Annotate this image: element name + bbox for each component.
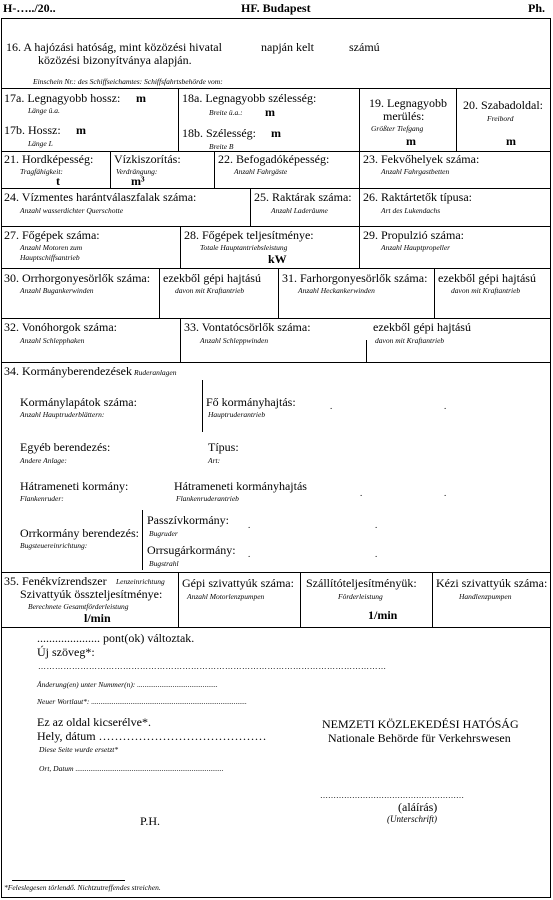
bow-thruster-sub: Bugstrahl bbox=[149, 559, 179, 568]
col-divider bbox=[300, 572, 301, 627]
value-marker: . bbox=[360, 488, 363, 498]
page-replaced-label: Ez az oldal kicserélve*. bbox=[37, 715, 151, 729]
field-28-unit: kW bbox=[268, 252, 287, 266]
stamp-placeholder: P.H. bbox=[140, 814, 161, 828]
field-19-sub: Größter Tiefgang bbox=[371, 124, 424, 133]
field-29-label: 29. Propulzió száma: bbox=[363, 228, 464, 242]
field-18a-label: 18a. Legnagyobb szélesség: bbox=[182, 91, 317, 105]
col-divider bbox=[159, 268, 160, 318]
field-30-powered-label: ezekből gépi hajtású bbox=[163, 271, 261, 285]
row-divider bbox=[1, 362, 551, 363]
field-27-sub-1: Anzahl Motoren zum bbox=[20, 243, 83, 252]
field-21-label: 21. Hordképesség: bbox=[4, 152, 94, 166]
flanking-rudder-label: Hátrameneti kormány: bbox=[20, 479, 129, 493]
value-marker: . bbox=[330, 401, 333, 411]
field-20-unit: m bbox=[506, 134, 516, 148]
field-34-label: 34. Kormányberendezések bbox=[4, 364, 132, 378]
field-18a-sub: Breite ü.a.: bbox=[209, 108, 243, 117]
field-33-powered-label: ezekből gépi hajtású bbox=[373, 320, 471, 334]
field-21-unit: t bbox=[56, 174, 60, 188]
type-label: Típus: bbox=[208, 440, 239, 454]
row-divider bbox=[1, 88, 551, 89]
col-divider bbox=[180, 318, 181, 362]
field-19-unit: m bbox=[406, 134, 416, 148]
place-date-sub: Ort, Datum ............................................................................... bbox=[39, 764, 224, 773]
other-equipment-sub: Andere Anlage: bbox=[20, 456, 67, 465]
col-divider bbox=[180, 226, 181, 268]
new-text-label: Új szöveg*: bbox=[37, 645, 95, 659]
field-16-number: számú bbox=[349, 40, 380, 54]
col-divider bbox=[359, 226, 360, 268]
field-16-label: 16. A hajózási hatóság, mint közözési hivatal bbox=[6, 40, 222, 54]
field-17b-label: 17b. Hossz: bbox=[4, 123, 61, 137]
field-26-label: 26. Raktártetők típusa: bbox=[363, 190, 472, 204]
col-divider bbox=[110, 151, 111, 188]
signature-label: (aláírás) bbox=[398, 800, 438, 814]
main-steering-sub: Hauptruderantrieb bbox=[208, 410, 266, 419]
field-23-sub: Anzahl Fahrgastbetten bbox=[381, 167, 450, 176]
field-displacement-sub: Verdrängung: bbox=[116, 167, 158, 176]
field-30-sub: Anzahl Bugankerwinden bbox=[20, 286, 94, 295]
row-divider bbox=[1, 572, 551, 573]
type-sub: Art: bbox=[208, 456, 221, 465]
signature-line: ……………………………………………… bbox=[320, 791, 464, 800]
col-divider bbox=[359, 188, 360, 226]
field-33-powered-sub: davon mit Kraftantrieb bbox=[375, 336, 445, 345]
row-divider bbox=[1, 226, 551, 227]
rudder-blades-label: Kormánylapátok száma: bbox=[20, 395, 137, 409]
field-33-label: 33. Vontatócsörlők száma: bbox=[184, 320, 311, 334]
motor-pumps-label: Gépi szivattyúk száma: bbox=[182, 576, 294, 590]
delivery-capacity-sub: Förderleistung bbox=[338, 592, 383, 601]
value-marker: . bbox=[248, 549, 251, 559]
col-divider bbox=[366, 340, 367, 362]
field-30-powered-sub: davon mit Kraftantrieb bbox=[175, 286, 245, 295]
field-18b-label: 18b. Szélesség: bbox=[182, 126, 256, 140]
field-displacement-unit: m³ bbox=[131, 174, 145, 188]
field-16-sub: Einschein Nr.: des Schiffseichamtes: Schiffsfahrtsbehörde vom: bbox=[33, 77, 223, 86]
field-19-label-1: 19. Legnagyobb bbox=[369, 96, 447, 110]
field-19-label-2: merülés: bbox=[383, 109, 425, 123]
field-35-label: 35. Fenékvízrendszer bbox=[4, 574, 107, 588]
row-divider bbox=[1, 188, 551, 189]
field-31-sub: Anzahl Heckankerwinden bbox=[298, 286, 375, 295]
col-divider bbox=[250, 188, 251, 226]
delivery-capacity-unit: 1/min bbox=[368, 608, 398, 622]
field-22-label: 22. Befogadóképesség: bbox=[218, 152, 330, 166]
row-divider bbox=[1, 268, 551, 269]
col-divider bbox=[456, 88, 457, 151]
footnote-rule bbox=[12, 880, 125, 881]
field-17a-label: 17a. Legnagyobb hossz: bbox=[4, 91, 121, 105]
field-20-label: 20. Szabadoldal: bbox=[463, 98, 543, 112]
signature-sub: (Unterschrift) bbox=[387, 814, 437, 824]
field-17a-unit: m bbox=[136, 91, 146, 105]
col-divider bbox=[359, 88, 360, 151]
field-16-date: napján kelt bbox=[261, 40, 314, 54]
field-34-sub: Ruderanlagen bbox=[134, 368, 177, 377]
office-name: HF. Budapest bbox=[241, 1, 311, 15]
other-equipment-label: Egyéb berendezés: bbox=[20, 440, 111, 454]
delivery-capacity-label: Szállítóteljesítményük: bbox=[306, 576, 417, 590]
field-17b-unit: m bbox=[76, 123, 86, 137]
motor-pumps-sub: Anzahl Motorlenzpumpen bbox=[187, 592, 265, 601]
col-divider bbox=[214, 151, 215, 188]
col-divider bbox=[202, 380, 203, 432]
field-35-sub: Lenzeinrichtung bbox=[116, 577, 165, 586]
field-20-sub: Freibord bbox=[487, 114, 514, 123]
field-18b-unit: m bbox=[271, 126, 281, 140]
col-divider bbox=[278, 268, 279, 318]
field-17b-sub: Länge L bbox=[28, 139, 53, 148]
field-31-label: 31. Farhorgonyesörlők száma: bbox=[282, 271, 428, 285]
bow-steering-label: Orrkormány berendezés: bbox=[20, 526, 139, 540]
authority-german: Nationale Behörde für Verkehrswesen bbox=[328, 731, 511, 745]
document-number: H-…../20.. bbox=[3, 1, 56, 15]
pump-total-label: Szivattyúk összteljesítménye: bbox=[20, 587, 163, 601]
passive-rudder-sub: Bugruder bbox=[149, 529, 178, 538]
field-33-sub: Anzahl Schleppwinden bbox=[200, 336, 269, 345]
flanking-rudder-sub: Flankenruder: bbox=[20, 494, 64, 503]
footnote: *Feleslegesen törlendő. Nichtzutreffendes streichen. bbox=[4, 883, 161, 892]
field-24-sub: Anzahl wasserdichter Querschotte bbox=[20, 206, 124, 215]
field-27-label: 27. Főgépek száma: bbox=[4, 228, 100, 242]
field-27-sub-2: Hauptschiffsantrieb bbox=[20, 253, 80, 262]
pump-total-unit: l/min bbox=[84, 611, 111, 625]
field-24-label: 24. Vízmentes harántválaszfalak száma: bbox=[4, 190, 197, 204]
pump-total-sub: Berechnete Gesamtförderleistung bbox=[28, 602, 129, 611]
value-marker: . bbox=[444, 401, 447, 411]
field-31-powered-sub: davon mit Kraftantrieb bbox=[451, 286, 521, 295]
row-divider bbox=[1, 318, 551, 319]
value-marker: . bbox=[444, 488, 447, 498]
place-date-label: Hely, dátum …………………………………… bbox=[37, 729, 267, 743]
field-32-label: 32. Vonóhorgok száma: bbox=[4, 320, 117, 334]
field-28-label: 28. Főgépek teljesítménye: bbox=[184, 228, 314, 242]
field-30-label: 30. Orrhorgonyesörlők száma: bbox=[4, 271, 151, 285]
new-text-dots: …………………………………………………………………………………………………………… bbox=[38, 662, 387, 671]
bow-thruster-label: Orrsugárkormány: bbox=[147, 543, 236, 557]
col-divider bbox=[178, 88, 179, 151]
bow-steering-sub: Bugsteuereinrichtung: bbox=[20, 541, 88, 550]
field-22-sub: Anzahl Fahrgäste bbox=[234, 167, 288, 176]
col-divider bbox=[432, 572, 433, 627]
col-divider bbox=[142, 510, 143, 570]
field-25-sub: Anzahl Laderäume bbox=[271, 206, 328, 215]
page-number: Ph. bbox=[528, 1, 546, 15]
flanking-drive-sub: Flankenruderantrieb bbox=[176, 494, 239, 503]
field-32-sub: Anzahl Schlepphaken bbox=[20, 336, 85, 345]
field-17a-sub: Länge ü.a. bbox=[28, 106, 60, 115]
amendment-numbers: Änderung(en) unter Nummer(n): ........................................... bbox=[37, 680, 218, 689]
passive-rudder-label: Passzívkormány: bbox=[147, 513, 229, 527]
col-divider bbox=[178, 572, 179, 627]
field-28-sub: Totale Hauptantriebsleistung bbox=[200, 243, 288, 252]
field-18a-unit: m bbox=[265, 105, 275, 119]
field-18b-sub: Breite B bbox=[209, 142, 234, 151]
new-wording: Neuer Wortlaut*: ................................................................................... bbox=[37, 697, 247, 706]
field-25-label: 25. Raktárak száma: bbox=[254, 190, 352, 204]
page-replaced-sub: Diese Seite wurde ersetzt* bbox=[39, 745, 119, 754]
value-marker: . bbox=[248, 520, 251, 530]
row-divider bbox=[1, 627, 551, 628]
hand-pumps-label: Kézi szivattyúk száma: bbox=[436, 576, 548, 590]
flanking-drive-label: Hátrameneti kormányhajtás bbox=[174, 479, 307, 493]
col-divider bbox=[434, 268, 435, 318]
field-16-line2: közözési bizonyítványa alapján. bbox=[38, 53, 192, 67]
value-marker: . bbox=[375, 520, 378, 530]
authority-hungarian: NEMZETI KÖZLEKEDÉSI HATÓSÁG bbox=[322, 717, 519, 731]
field-29-sub: Anzahl Hauptpropeller bbox=[381, 243, 451, 252]
field-21-sub: Tragfähigkeit: bbox=[20, 167, 63, 176]
col-divider bbox=[359, 151, 360, 188]
field-displacement-label: Vízkiszorítás: bbox=[114, 152, 181, 166]
field-23-label: 23. Fekvőhelyek száma: bbox=[363, 152, 480, 166]
changed-points: ..................... pont(ok) változtak. bbox=[37, 631, 195, 645]
field-26-sub: Art des Lukendachs bbox=[381, 206, 441, 215]
rudder-blades-sub: Anzahl Hauptruderblättern: bbox=[20, 410, 105, 419]
main-steering-label: Fő kormányhajtás: bbox=[206, 395, 296, 409]
field-31-powered-label: ezekből gépi hajtású bbox=[438, 271, 536, 285]
value-marker: . bbox=[375, 549, 378, 559]
hand-pumps-sub: Handlenzpumpen bbox=[459, 592, 512, 601]
